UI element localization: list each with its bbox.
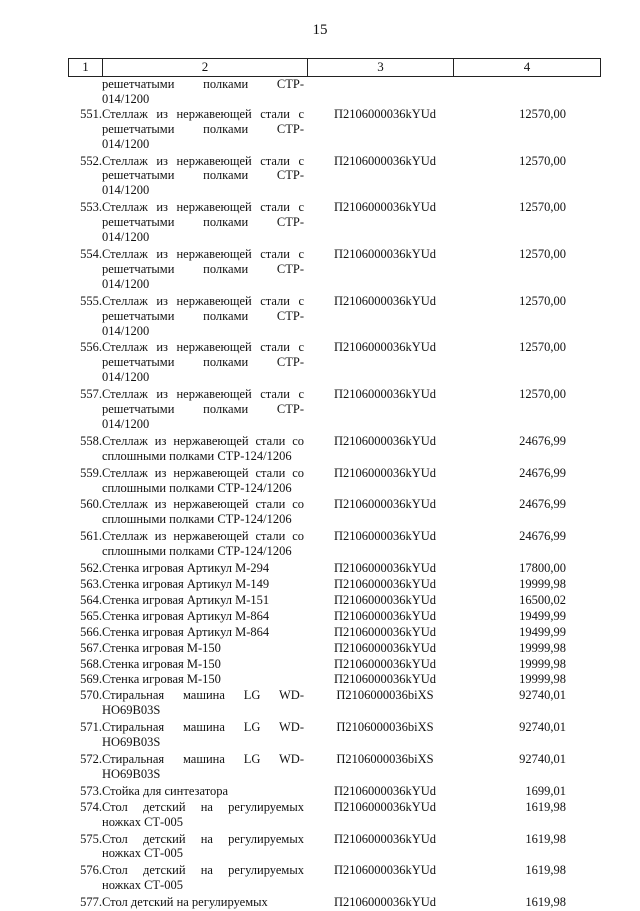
item-name-line: Стенка игровая Артикул М-864 — [102, 624, 270, 639]
item-name — [102, 593, 307, 608]
item-code: П2106000036kYUd — [333, 293, 437, 308]
item-price: 24676,99 — [519, 529, 566, 544]
item-name — [102, 625, 307, 640]
item-name-line: НО69В03S — [102, 703, 161, 718]
item-name-line: Стол детский на регулируемых — [102, 863, 304, 878]
item-name-line: Стойка для синтезатора — [102, 783, 229, 798]
row-number: 552. — [80, 153, 102, 168]
table-row — [68, 800, 601, 830]
item-name-line: 014/1200 — [102, 370, 150, 385]
item-name — [102, 657, 307, 672]
row-number: 570. — [80, 688, 102, 703]
item-code: П2106000036kYUd — [333, 783, 437, 798]
item-code: П2106000036kYUd — [333, 592, 437, 607]
row-number: 559. — [80, 465, 102, 480]
item-name-line: Стиральная машина LG WD- — [102, 688, 304, 703]
row-number: 572. — [80, 751, 102, 766]
row-number: 557. — [80, 387, 102, 402]
item-name-line: Стол детский на регулируемых — [102, 895, 268, 910]
item-price: 24676,99 — [519, 497, 566, 512]
item-name — [102, 107, 307, 152]
table-row — [68, 434, 601, 464]
item-price: 92740,01 — [519, 688, 566, 703]
table-row — [68, 466, 601, 496]
item-code — [307, 77, 453, 107]
item-name-line: Стеллаж из нержавеющей стали с — [102, 153, 304, 168]
item-name-line: решетчатыми полками СТР- — [102, 215, 304, 230]
table-row — [68, 720, 601, 750]
item-name-line: 014/1200 — [102, 276, 150, 291]
row-number: 562. — [80, 561, 102, 576]
column-header-3: 3 — [307, 59, 453, 76]
item-name-line: решетчатыми полками СТР- — [102, 121, 304, 136]
item-price: 19999,98 — [519, 656, 566, 671]
table-row — [68, 387, 601, 432]
table-row — [68, 863, 601, 893]
item-name — [102, 77, 307, 107]
item-price: 12570,00 — [519, 293, 566, 308]
item-code: П2106000036kYUd — [333, 340, 437, 355]
item-price: 19999,98 — [519, 577, 566, 591]
item-name-line: ножках СТ-005 — [102, 814, 183, 829]
item-name — [102, 387, 307, 432]
item-name — [102, 529, 307, 559]
item-name — [102, 895, 307, 910]
item-name-line: Стеллаж из нержавеющей стали с — [102, 387, 304, 402]
item-name — [102, 609, 307, 624]
item-name-line: 014/1200 — [102, 323, 150, 338]
item-name-line: Стол детский на регулируемых — [102, 831, 304, 846]
item-name-line: решетчатыми полками СТР- — [102, 261, 304, 276]
item-name-line: решетчатыми полками СТР- — [102, 355, 304, 370]
table-row — [68, 625, 601, 640]
row-number: 554. — [80, 246, 102, 261]
row-number: 558. — [80, 433, 102, 448]
item-name-line: Стеллаж из нержавеющей стали со — [102, 433, 304, 448]
item-price: 1699,01 — [525, 783, 566, 798]
item-code: П2106000036kYUd — [333, 799, 437, 814]
item-name-line: Стенка игровая Артикул М-149 — [102, 577, 270, 591]
row-number: 566. — [80, 624, 102, 639]
item-code: П2106000036kYUd — [333, 465, 437, 480]
item-name-line: Стеллаж из нержавеющей стали с — [102, 200, 304, 215]
table-row — [68, 561, 601, 576]
table-header — [68, 58, 601, 77]
table-row — [68, 657, 601, 672]
row-number: 573. — [80, 783, 102, 798]
table-row — [68, 593, 601, 608]
item-price: 12570,00 — [519, 153, 566, 168]
item-name-line: сплошными полками СТР-124/1206 — [102, 512, 292, 527]
item-price: 1619,98 — [525, 895, 566, 910]
row-number: 569. — [80, 672, 102, 687]
item-price: 12570,00 — [519, 200, 566, 215]
item-code: П2106000036kYUd — [333, 246, 437, 261]
item-name-line: сплошными полками СТР-124/1206 — [102, 480, 292, 495]
table-row — [68, 895, 601, 910]
item-name-line: Стеллаж из нержавеющей стали со — [102, 465, 304, 480]
table-row — [68, 107, 601, 152]
table-row — [68, 832, 601, 862]
table-row — [68, 294, 601, 339]
item-name-line: Стол детский на регулируемых — [102, 799, 304, 814]
item-name-line: Стиральная машина LG WD- — [102, 720, 304, 735]
table-row — [68, 340, 601, 385]
item-name — [102, 784, 307, 799]
row-number: 560. — [80, 497, 102, 512]
table-row — [68, 154, 601, 199]
item-code: П2106000036kYUd — [333, 497, 437, 512]
item-code: П2106000036kYUd — [333, 831, 437, 846]
row-number: 556. — [80, 340, 102, 355]
row-number: 565. — [80, 608, 102, 623]
item-name — [102, 294, 307, 339]
table-row — [68, 577, 601, 592]
table-row — [68, 752, 601, 782]
item-name-line: НО69В03S — [102, 766, 161, 781]
item-name-line: решетчатыми полками СТР- — [102, 168, 304, 183]
item-name-line: сплошными полками СТР-124/1206 — [102, 448, 292, 463]
item-code: П2106000036kYUd — [333, 895, 437, 910]
item-code: П2106000036kYUd — [333, 433, 437, 448]
item-price: 1619,98 — [525, 863, 566, 878]
column-header-1: 1 — [68, 59, 102, 76]
item-name-line: Стеллаж из нержавеющей стали с — [102, 293, 304, 308]
item-code: П2106000036kYUd — [333, 153, 437, 168]
item-code: П2106000036biXS — [336, 751, 434, 766]
item-price: 12570,00 — [519, 106, 566, 121]
item-name — [102, 466, 307, 496]
item-name-line: Стенка игровая Артикул М-151 — [102, 592, 270, 607]
item-name — [102, 752, 307, 782]
item-name-line: Стеллаж из нержавеющей стали с — [102, 106, 304, 121]
row-number: 568. — [80, 656, 102, 671]
item-name-line: решетчатыми полками СТР- — [102, 308, 304, 323]
item-name-line: Стеллаж из нержавеющей стали со — [102, 497, 304, 512]
column-header-4: 4 — [453, 59, 601, 76]
item-code: П2106000036kYUd — [333, 106, 437, 121]
row-number: 553. — [80, 200, 102, 215]
table-row — [68, 247, 601, 292]
column-header-2: 2 — [102, 59, 307, 76]
item-name-line: 014/1200 — [102, 416, 150, 431]
item-name-line: Стенка игровая М-150 — [102, 640, 221, 655]
item-price: 1619,98 — [525, 799, 566, 814]
row-number: 561. — [80, 529, 102, 544]
item-price: 12570,00 — [519, 387, 566, 402]
item-name — [102, 832, 307, 862]
row-number: 574. — [80, 799, 102, 814]
item-name-line: Стенка игровая Артикул М-294 — [102, 561, 270, 576]
item-price: 16500,02 — [519, 592, 566, 607]
item-code: П2106000036biXS — [336, 688, 434, 703]
item-name — [102, 577, 307, 592]
table-row — [68, 609, 601, 624]
item-name-line: Стенка игровая М-150 — [102, 656, 221, 671]
item-code: П2106000036kYUd — [333, 624, 437, 639]
item-name-line: Стеллаж из нержавеющей стали с — [102, 246, 304, 261]
item-name — [102, 863, 307, 893]
item-name — [102, 561, 307, 576]
table-row — [68, 529, 601, 559]
item-price: 92740,01 — [519, 751, 566, 766]
item-code: П2106000036kYUd — [333, 640, 437, 655]
item-name-line: Стиральная машина LG WD- — [102, 751, 304, 766]
table-row — [68, 200, 601, 245]
item-code: П2106000036kYUd — [333, 577, 437, 591]
item-code: П2106000036kYUd — [333, 656, 437, 671]
item-name-line: 014/1200 — [102, 91, 150, 106]
item-price: 1619,98 — [525, 831, 566, 846]
item-name — [102, 154, 307, 199]
row-number: 576. — [80, 863, 102, 878]
item-code: П2106000036kYUd — [333, 863, 437, 878]
item-name — [102, 434, 307, 464]
page-number: 15 — [312, 22, 328, 38]
item-code: П2106000036kYUd — [333, 608, 437, 623]
item-code: П2106000036kYUd — [333, 200, 437, 215]
table-row — [68, 688, 601, 718]
row-number: 564. — [80, 592, 102, 607]
item-price: 12570,00 — [519, 340, 566, 355]
item-name-line: 014/1200 — [102, 136, 150, 151]
item-name — [102, 688, 307, 718]
item-price: 19499,99 — [519, 624, 566, 639]
item-name — [102, 800, 307, 830]
item-name-line: Стеллаж из нержавеющей стали с — [102, 340, 304, 355]
item-name-line: ножках СТ-005 — [102, 846, 183, 861]
item-name — [102, 672, 307, 687]
item-price: 19499,99 — [519, 608, 566, 623]
item-code: П2106000036kYUd — [333, 561, 437, 576]
item-code: П2106000036kYUd — [333, 387, 437, 402]
item-price: 12570,00 — [519, 246, 566, 261]
item-price: 24676,99 — [519, 465, 566, 480]
item-price: 19999,98 — [519, 672, 566, 687]
item-name-line: Стеллаж из нержавеющей стали со — [102, 529, 304, 544]
item-code: П2106000036kYUd — [333, 529, 437, 544]
item-name — [102, 497, 307, 527]
continuation-row — [68, 77, 601, 107]
row-number: 575. — [80, 831, 102, 846]
item-name-line: решетчатыми полками СТР- — [102, 402, 304, 417]
item-name-line: НО69В03S — [102, 735, 161, 750]
item-code: П2106000036biXS — [336, 720, 434, 735]
item-code: П2106000036kYUd — [333, 672, 437, 687]
row-number: 571. — [80, 720, 102, 735]
item-name — [102, 247, 307, 292]
item-name-line: ножках СТ-005 — [102, 878, 183, 893]
items-table — [68, 58, 601, 911]
row-number: 555. — [80, 293, 102, 308]
table-row — [68, 784, 601, 799]
row-number — [68, 77, 102, 107]
row-number: 567. — [80, 640, 102, 655]
table-body — [68, 107, 601, 910]
item-price: 17800,00 — [519, 561, 566, 576]
item-price: 24676,99 — [519, 433, 566, 448]
item-name-line: Стенка игровая М-150 — [102, 672, 221, 687]
item-price — [453, 77, 601, 107]
item-price: 19999,98 — [519, 640, 566, 655]
item-name-line: сплошными полками СТР-124/1206 — [102, 544, 292, 559]
item-price: 92740,01 — [519, 720, 566, 735]
table-row — [68, 641, 601, 656]
table-row — [68, 672, 601, 687]
row-number: 551. — [80, 106, 102, 121]
item-name — [102, 340, 307, 385]
item-name-line: 014/1200 — [102, 230, 150, 245]
item-name — [102, 720, 307, 750]
item-name-line: Стенка игровая Артикул М-864 — [102, 608, 270, 623]
row-number: 563. — [80, 577, 102, 591]
table-row — [68, 497, 601, 527]
item-name — [102, 200, 307, 245]
item-name — [102, 641, 307, 656]
item-name-line: 014/1200 — [102, 183, 150, 198]
row-number: 577. — [80, 895, 102, 910]
item-name-line: решетчатыми полками СТР- — [102, 77, 304, 91]
